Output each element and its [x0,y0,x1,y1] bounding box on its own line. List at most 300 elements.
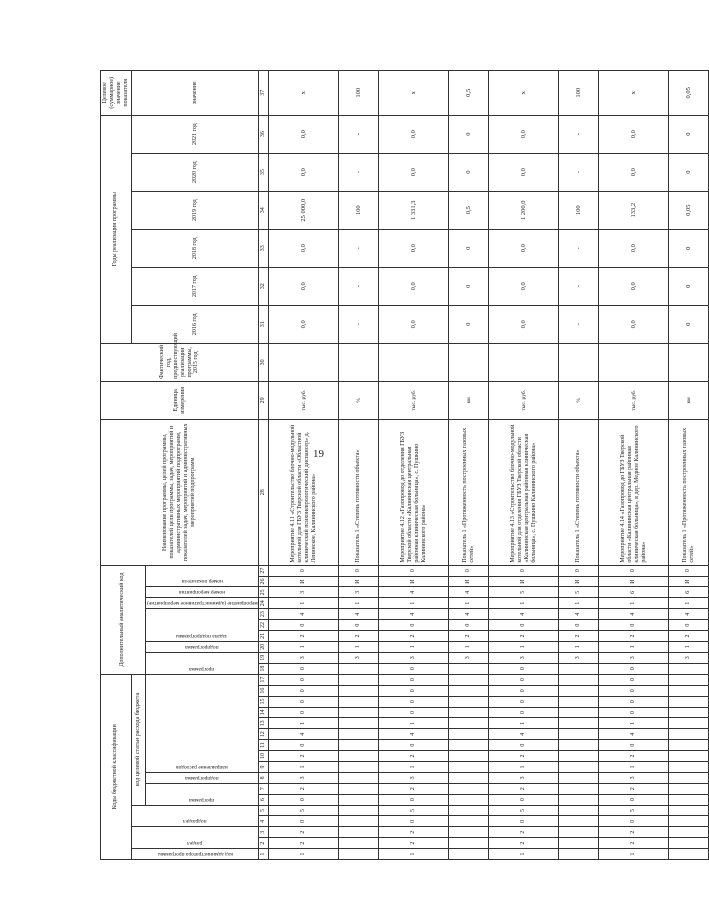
code-digit [669,783,709,794]
code-digit: 0 [599,794,669,805]
code-digit [669,794,709,805]
fact-column-header: Фактический год, предшествующий реализации программы, 2015 год [101,343,259,381]
row-target: 0,05 [669,71,709,116]
row-value-2018: 0 [449,229,489,267]
row-value-2017: - [559,267,599,305]
code-digit: 0 [269,685,339,696]
code-digit: 0 [379,794,449,805]
row-value-2020: - [339,153,379,191]
task-col-subheader: задача подпрограммы [145,609,259,642]
code-digit [339,794,379,805]
row-fact [339,343,379,381]
code-digit [339,772,379,783]
code-digit [559,729,599,740]
code-digit: 3 [599,652,669,663]
row-name: Показатель 1 «Протяженность построенных газовых сетей» [449,419,489,565]
code-digit [669,663,709,674]
column-number: 16 [259,685,269,696]
code-digit [669,685,709,696]
code-digit: 4 [379,729,449,740]
code-digit: 1 [379,849,449,860]
code-digit: 0 [489,565,559,576]
column-number: 18 [259,663,269,674]
code-digit: 0 [599,663,669,674]
row-unit: тыс. руб. [599,381,669,419]
code-digit [339,729,379,740]
code-digit [449,805,489,816]
row-name: Мероприятие 4.13 «Строительство блочно-модульной котельной для отделения ГБУЗ Тверской области «Калининская центральная районная клиническая больница», с. Пушкино Калининского района» [489,419,559,565]
table-row [599,71,669,860]
program-col-subheader: программа [145,652,259,674]
code-digit: 4 [599,609,669,620]
code-digit: 0 [339,565,379,576]
code-digit [449,772,489,783]
code-digit: 5 [489,805,559,816]
code-digit [339,838,379,849]
code-digit: 3 [599,772,669,783]
table-row [559,71,599,860]
code-digit [559,816,599,827]
row-value-2017: 0 [449,267,489,305]
code-digit: 0 [379,740,449,751]
code-digit: 0 [379,674,449,685]
measure-no-col-subheader: номер мероприятия [145,587,259,598]
code-digit: 2 [269,838,339,849]
code-digit: 1 [269,849,339,860]
code-digit: 2 [269,631,339,642]
column-number: 33 [259,229,269,267]
row-unit: км [669,381,709,419]
row-value-2019: 0,5 [449,191,489,229]
code-digit: 2 [269,751,339,762]
code-digit [559,838,599,849]
year-2021-header: 2021 год [131,115,259,153]
code-digit: 4 [269,729,339,740]
code-digit [669,718,709,729]
code-digit: 1 [599,641,669,652]
code-digit: И [269,576,339,587]
column-number: 14 [259,707,269,718]
code-digit [669,849,709,860]
row-value-2016: 0,0 [379,305,449,343]
code-digit [559,751,599,762]
code-digit [449,718,489,729]
subsection-header: подраздел [131,805,259,827]
code-digit: И [339,576,379,587]
years-group-header: Годы реализации программы [101,115,132,343]
code-digit [669,729,709,740]
row-fact [559,343,599,381]
code-digit: 0 [379,685,449,696]
code-digit: 4 [669,609,709,620]
code-digit: 0 [599,685,669,696]
code-digit: 0 [559,565,599,576]
code-digit [559,740,599,751]
code-digit [339,663,379,674]
year-2020-header: 2020 год [131,153,259,191]
column-number: 10 [259,751,269,762]
code-digit: 5 [559,587,599,598]
row-value-2021: 0 [449,115,489,153]
code-digit: 5 [379,805,449,816]
row-fact [669,343,709,381]
row-value-2018: 0,0 [269,229,339,267]
row-value-2019: 1 200,0 [489,191,559,229]
code-digit: 2 [379,751,449,762]
code-digit: 1 [379,718,449,729]
code-digit [339,696,379,707]
measure-col-subheader: мероприятие (административное мероприятие) [145,598,259,609]
code-digit: 3 [339,587,379,598]
row-target: x [599,71,669,116]
code-digit: 0 [489,740,559,751]
code-digit: 1 [379,761,449,772]
code-digit: 4 [489,729,559,740]
row-value-2016: 0,0 [489,305,559,343]
code-digit: 2 [669,631,709,642]
code-digit [449,674,489,685]
code-digit: 2 [599,631,669,642]
row-value-2021: - [559,115,599,153]
code-digit: 1 [489,641,559,652]
table-row [449,71,489,860]
table-row [669,71,709,860]
indicator-col-subheader: номер показателя [145,565,259,587]
code-digit: 6 [599,587,669,598]
row-value-2020: 0,0 [269,153,339,191]
code-digit: 1 [449,641,489,652]
code-digit: 4 [599,729,669,740]
code-digit: 0 [379,696,449,707]
code-digit: 2 [379,838,449,849]
code-digit [449,849,489,860]
code-digit: 4 [449,587,489,598]
code-digit: 3 [339,652,379,663]
row-unit: тыс. руб. [379,381,449,419]
column-number: 12 [259,729,269,740]
row-fact [269,343,339,381]
code-digit: 0 [379,620,449,631]
code-digit: 1 [669,598,709,609]
code-digit: 0 [269,794,339,805]
column-number: 32 [259,267,269,305]
column-number: 9 [259,761,269,772]
code-digit: 0 [379,707,449,718]
code-digit [559,696,599,707]
code-digit [339,718,379,729]
table-row [489,71,559,860]
row-unit: км [449,381,489,419]
code-digit: 2 [489,783,559,794]
code-digit: 4 [449,609,489,620]
row-value-2017: 0 [669,267,709,305]
column-number: 31 [259,305,269,343]
row-value-2018: - [559,229,599,267]
row-value-2018: 0,0 [379,229,449,267]
column-number: 28 [259,419,269,565]
row-unit: % [559,381,599,419]
code-digit: 0 [449,620,489,631]
code-digit: И [559,576,599,587]
row-value-2020: - [559,153,599,191]
code-digit: 2 [599,783,669,794]
code-digit [339,849,379,860]
code-digit [559,794,599,805]
code-digit [669,838,709,849]
code-digit [339,707,379,718]
row-value-2021: 0,0 [599,115,669,153]
code-digit: 1 [379,641,449,652]
code-digit: 5 [599,805,669,816]
column-number: 4 [259,816,269,827]
column-number: 7 [259,783,269,794]
code-digit [339,740,379,751]
row-value-2017: 0,0 [379,267,449,305]
code-digit: 2 [489,838,559,849]
code-digit: 0 [269,816,339,827]
row-target: x [489,71,559,116]
code-digit: 3 [489,772,559,783]
code-digit: 0 [269,663,339,674]
code-digit: 1 [269,598,339,609]
column-number: 6 [259,794,269,805]
code-digit [449,696,489,707]
code-digit [339,674,379,685]
row-name: Показатель 1 «Степень готовности объекта» [559,419,599,565]
row-value-2021: 0,0 [379,115,449,153]
subprogram-col-subheader: подпрограмма [145,641,259,652]
column-number: 34 [259,191,269,229]
table-rotation-wrapper [100,70,695,860]
column-number: 15 [259,696,269,707]
code-digit [339,783,379,794]
code-digit: 0 [379,565,449,576]
code-digit [449,827,489,838]
code-digit [449,685,489,696]
code-digit: И [489,576,559,587]
code-digit: 2 [559,631,599,642]
row-value-2020: 0,0 [489,153,559,191]
code-digit [449,794,489,805]
code-digit [559,718,599,729]
code-digit: 4 [379,587,449,598]
row-value-2018: 0,0 [489,229,559,267]
column-number: 2 [259,838,269,849]
code-digit: 0 [599,696,669,707]
column-number: 35 [259,153,269,191]
code-digit: 0 [449,565,489,576]
code-digit: 2 [599,827,669,838]
code-digit [669,707,709,718]
code-digit: 0 [269,707,339,718]
code-digit: 3 [269,652,339,663]
row-value-2018: 0 [669,229,709,267]
code-digit: 0 [269,620,339,631]
row-value-2021: - [339,115,379,153]
row-value-2016: - [339,305,379,343]
code-digit: 0 [489,674,559,685]
row-value-2018: 0,0 [599,229,669,267]
column-number: 23 [259,609,269,620]
program-subheader: программа [145,783,259,805]
row-name: Показатель 1 «Степень готовности объекта» [339,419,379,565]
code-digit: 1 [599,598,669,609]
code-digit [449,761,489,772]
code-digit: 4 [489,609,559,620]
code-digit: 5 [489,587,559,598]
code-digit: 1 [339,641,379,652]
code-digit: 1 [269,718,339,729]
code-digit: 2 [379,827,449,838]
row-value-2019: 100 [559,191,599,229]
table-row [379,71,449,860]
code-digit: 0 [489,685,559,696]
column-number: 8 [259,772,269,783]
code-digit: И [669,576,709,587]
subprogram-subheader: подпрограмма [145,772,259,783]
code-digit: 1 [599,761,669,772]
column-number: 5 [259,805,269,816]
row-value-2017: 0,0 [489,267,559,305]
row-name: Мероприятие 4.14 «Газопровод до ГБУЗ Тверской области «Калининская центральная районная клиническая больница», в дер. Медное Калининского района» [599,419,669,565]
code-digit: 3 [379,772,449,783]
direction-subheader: направление расходов [145,674,259,772]
code-digit: 6 [669,587,709,598]
code-digit: 0 [669,565,709,576]
code-digit: 0 [489,663,559,674]
code-digit [449,816,489,827]
code-digit: 1 [559,598,599,609]
program-table [100,70,709,860]
code-digit: 0 [599,816,669,827]
code-digit: 0 [269,674,339,685]
row-value-2021: 0,0 [269,115,339,153]
target-group-header: Целевое (суммарное) значение показателя [101,71,132,116]
code-digit: 0 [489,707,559,718]
code-digit [449,740,489,751]
row-fact [449,343,489,381]
code-digit [669,761,709,772]
code-digit: 3 [669,652,709,663]
code-digit [559,685,599,696]
code-digit: 1 [339,598,379,609]
code-digit [339,751,379,762]
code-digit: 1 [269,641,339,652]
code-digit: И [379,576,449,587]
code-digit: 2 [599,838,669,849]
row-value-2021: 0 [669,115,709,153]
code-digit [669,696,709,707]
code-digit [339,805,379,816]
row-fact [489,343,559,381]
code-digit: 3 [379,652,449,663]
code-digit: 0 [559,620,599,631]
code-digit: 0 [489,794,559,805]
year-2016-header: 2016 год [131,305,259,343]
code-digit: 2 [449,631,489,642]
row-value-2020: 0,0 [599,153,669,191]
expense-code-header: код целевой статьи расхода бюджета [131,674,145,805]
row-name: Мероприятие 4.11 «Строительство блочно-модульной котельной для ГБУЗ Тверской области «Областной клинический психоневрологический диспансер» д. Ленинское, Калининского района» [269,419,339,565]
code-digit [559,783,599,794]
row-target: x [269,71,339,116]
code-digit [559,849,599,860]
code-digit [559,827,599,838]
additional-code-header: Дополнительный аналитический код [101,565,146,674]
code-digit [449,751,489,762]
code-digit [449,838,489,849]
section-header: раздел [131,827,259,849]
code-digit: 2 [269,827,339,838]
code-digit: 2 [599,751,669,762]
code-digit: 1 [489,761,559,772]
code-digit: 2 [379,783,449,794]
table-row [269,71,339,860]
column-number: 3 [259,827,269,838]
code-digit: 4 [339,609,379,620]
code-digit [669,816,709,827]
code-digit [339,761,379,772]
row-fact [379,343,449,381]
code-digit: И [599,576,669,587]
row-value-2016: 0,0 [269,305,339,343]
row-value-2019: 100 [339,191,379,229]
row-value-2020: 0 [449,153,489,191]
budget-codes-header: Коды бюджетной классификации [101,674,132,859]
column-number: 17 [259,674,269,685]
row-value-2020: 0 [669,153,709,191]
code-digit [559,772,599,783]
row-target: 100 [559,71,599,116]
row-fact [599,343,669,381]
code-digit: 0 [599,620,669,631]
row-target: x [379,71,449,116]
code-digit [339,685,379,696]
table-body [269,71,709,860]
code-digit: 3 [449,652,489,663]
column-number: 21 [259,631,269,642]
code-digit: 0 [269,696,339,707]
code-digit: 5 [269,805,339,816]
row-value-2016: - [559,305,599,343]
code-digit: 2 [379,631,449,642]
column-number: 27 [259,565,269,576]
row-target: 100 [339,71,379,116]
row-unit: % [339,381,379,419]
code-digit: 1 [269,761,339,772]
table-header [101,71,269,860]
code-digit: 2 [489,631,559,642]
code-digit: 0 [599,565,669,576]
row-value-2020: 0,0 [379,153,449,191]
column-number: 20 [259,641,269,652]
column-number: 13 [259,718,269,729]
code-digit: 3 [489,652,559,663]
code-digit: 4 [269,609,339,620]
row-target: 0,5 [449,71,489,116]
column-number: 37 [259,71,269,116]
code-digit [449,663,489,674]
code-digit: 1 [599,849,669,860]
code-digit [339,827,379,838]
code-digit: И [449,576,489,587]
code-digit: 2 [489,751,559,762]
row-value-2019: 1 331,3 [379,191,449,229]
code-digit: 0 [269,740,339,751]
row-value-2016: 0,0 [599,305,669,343]
admin-code-header: код администратора программы [131,849,259,860]
code-digit: 0 [599,674,669,685]
